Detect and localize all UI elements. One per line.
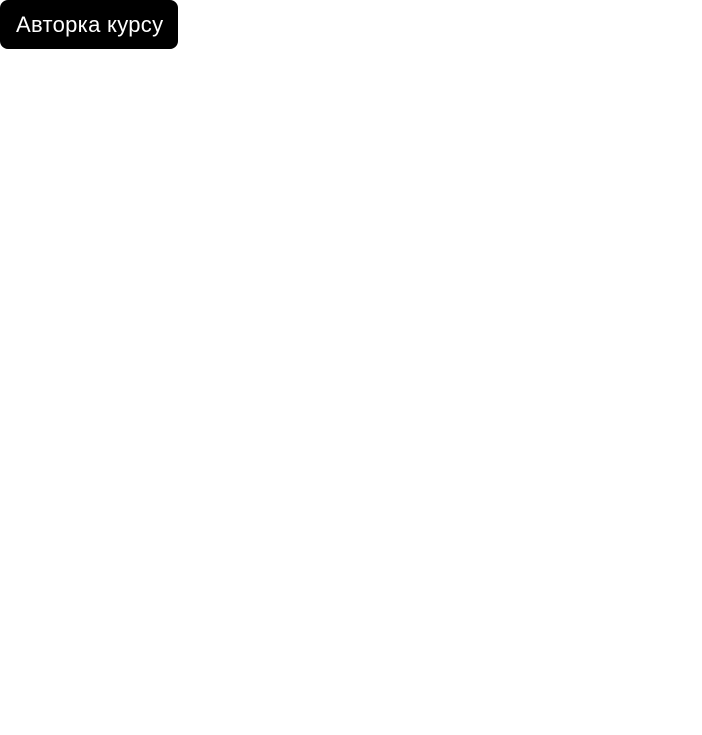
course-author-label: Авторка курсу	[16, 11, 164, 37]
course-author-badge	[0, 0, 178, 49]
